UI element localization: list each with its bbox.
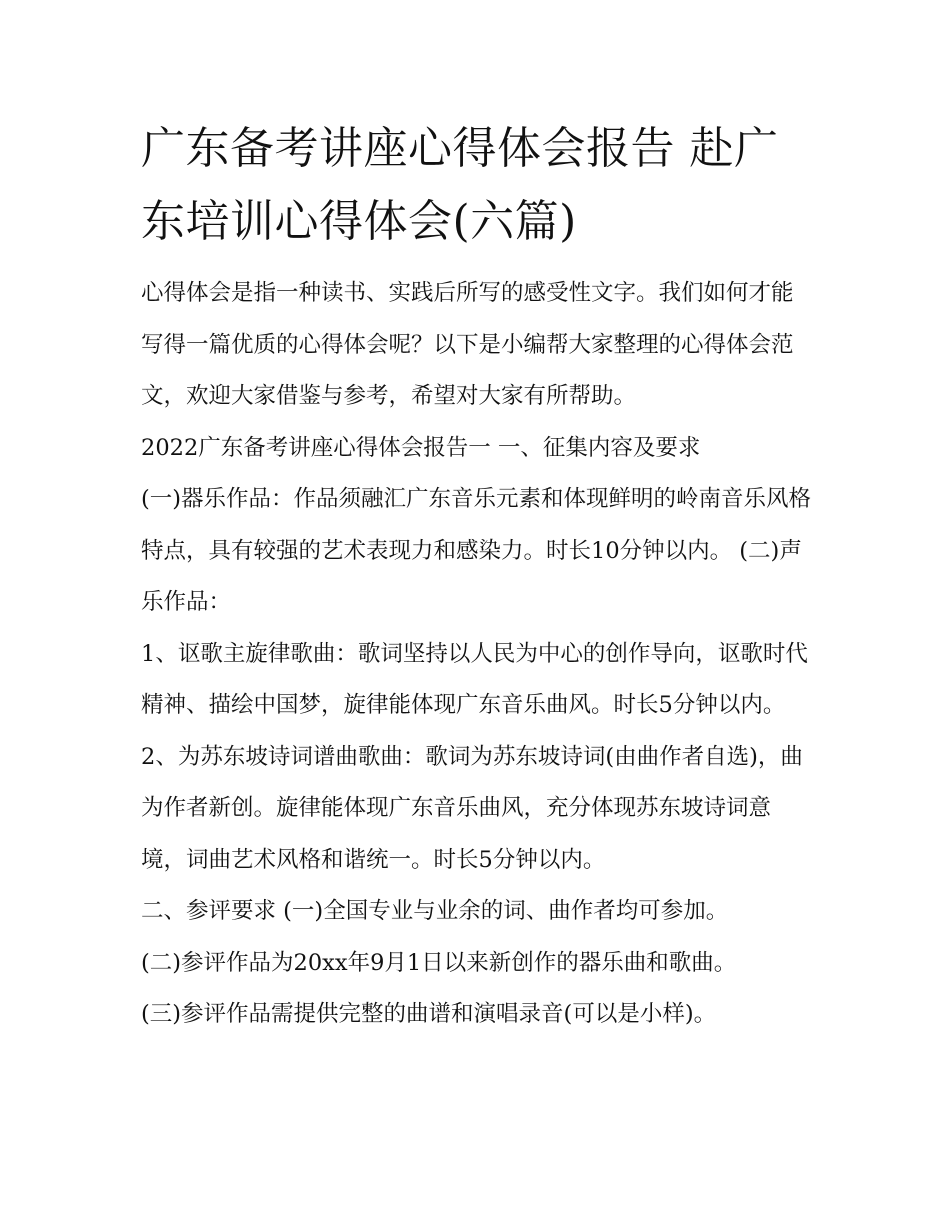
document-page	[141, 112, 813, 1041]
requirement-date-paragraph: (二)参评作品为20xx年9月1日以来新创作的器乐曲和歌曲。	[141, 949, 737, 976]
section-heading: 2022广东备考讲座心得体会报告一 一、征集内容及要求	[141, 434, 701, 461]
document-body	[141, 268, 813, 1041]
su-dongpo-song-paragraph: 2、为苏东坡诗词谱曲歌曲：歌词为苏东坡诗词(由曲作者自选)，曲为作者新创。旋律能体现广东音乐曲风，充分体现苏东坡诗词意境，词曲艺术风格和谐统一。时长5分钟以内。	[141, 743, 803, 873]
intro-paragraph: 心得体会是指一种读书、实践后所写的感受性文字。我们如何才能写得一篇优质的心得体会呢？以下是小编帮大家整理的心得体会范文，欢迎大家借鉴与参考，希望对大家有所帮助。	[141, 280, 794, 409]
document-title: 广东备考讲座心得体会报告 赴广东培训心得体会(六篇)	[141, 123, 779, 247]
instrumental-paragraph: (一)器乐作品：作品须融汇广东音乐元素和体现鲜明的岭南音乐风格特点，具有较强的艺术表现力和感染力。时长10分钟以内。 (二)声乐作品：	[141, 486, 812, 615]
requirement-score-paragraph: (三)参评作品需提供完整的曲谱和演唱录音(可以是小样)。	[141, 1001, 717, 1027]
requirements-paragraph: 二、参评要求 (一)全国专业与业余的词、曲作者均可参加。	[141, 898, 729, 924]
anthem-song-paragraph: 1、讴歌主旋律歌曲：歌词坚持以人民为中心的创作导向，讴歌时代精神、描绘中国梦，旋律能体现广东音乐曲风。时长5分钟以内。	[141, 640, 808, 718]
